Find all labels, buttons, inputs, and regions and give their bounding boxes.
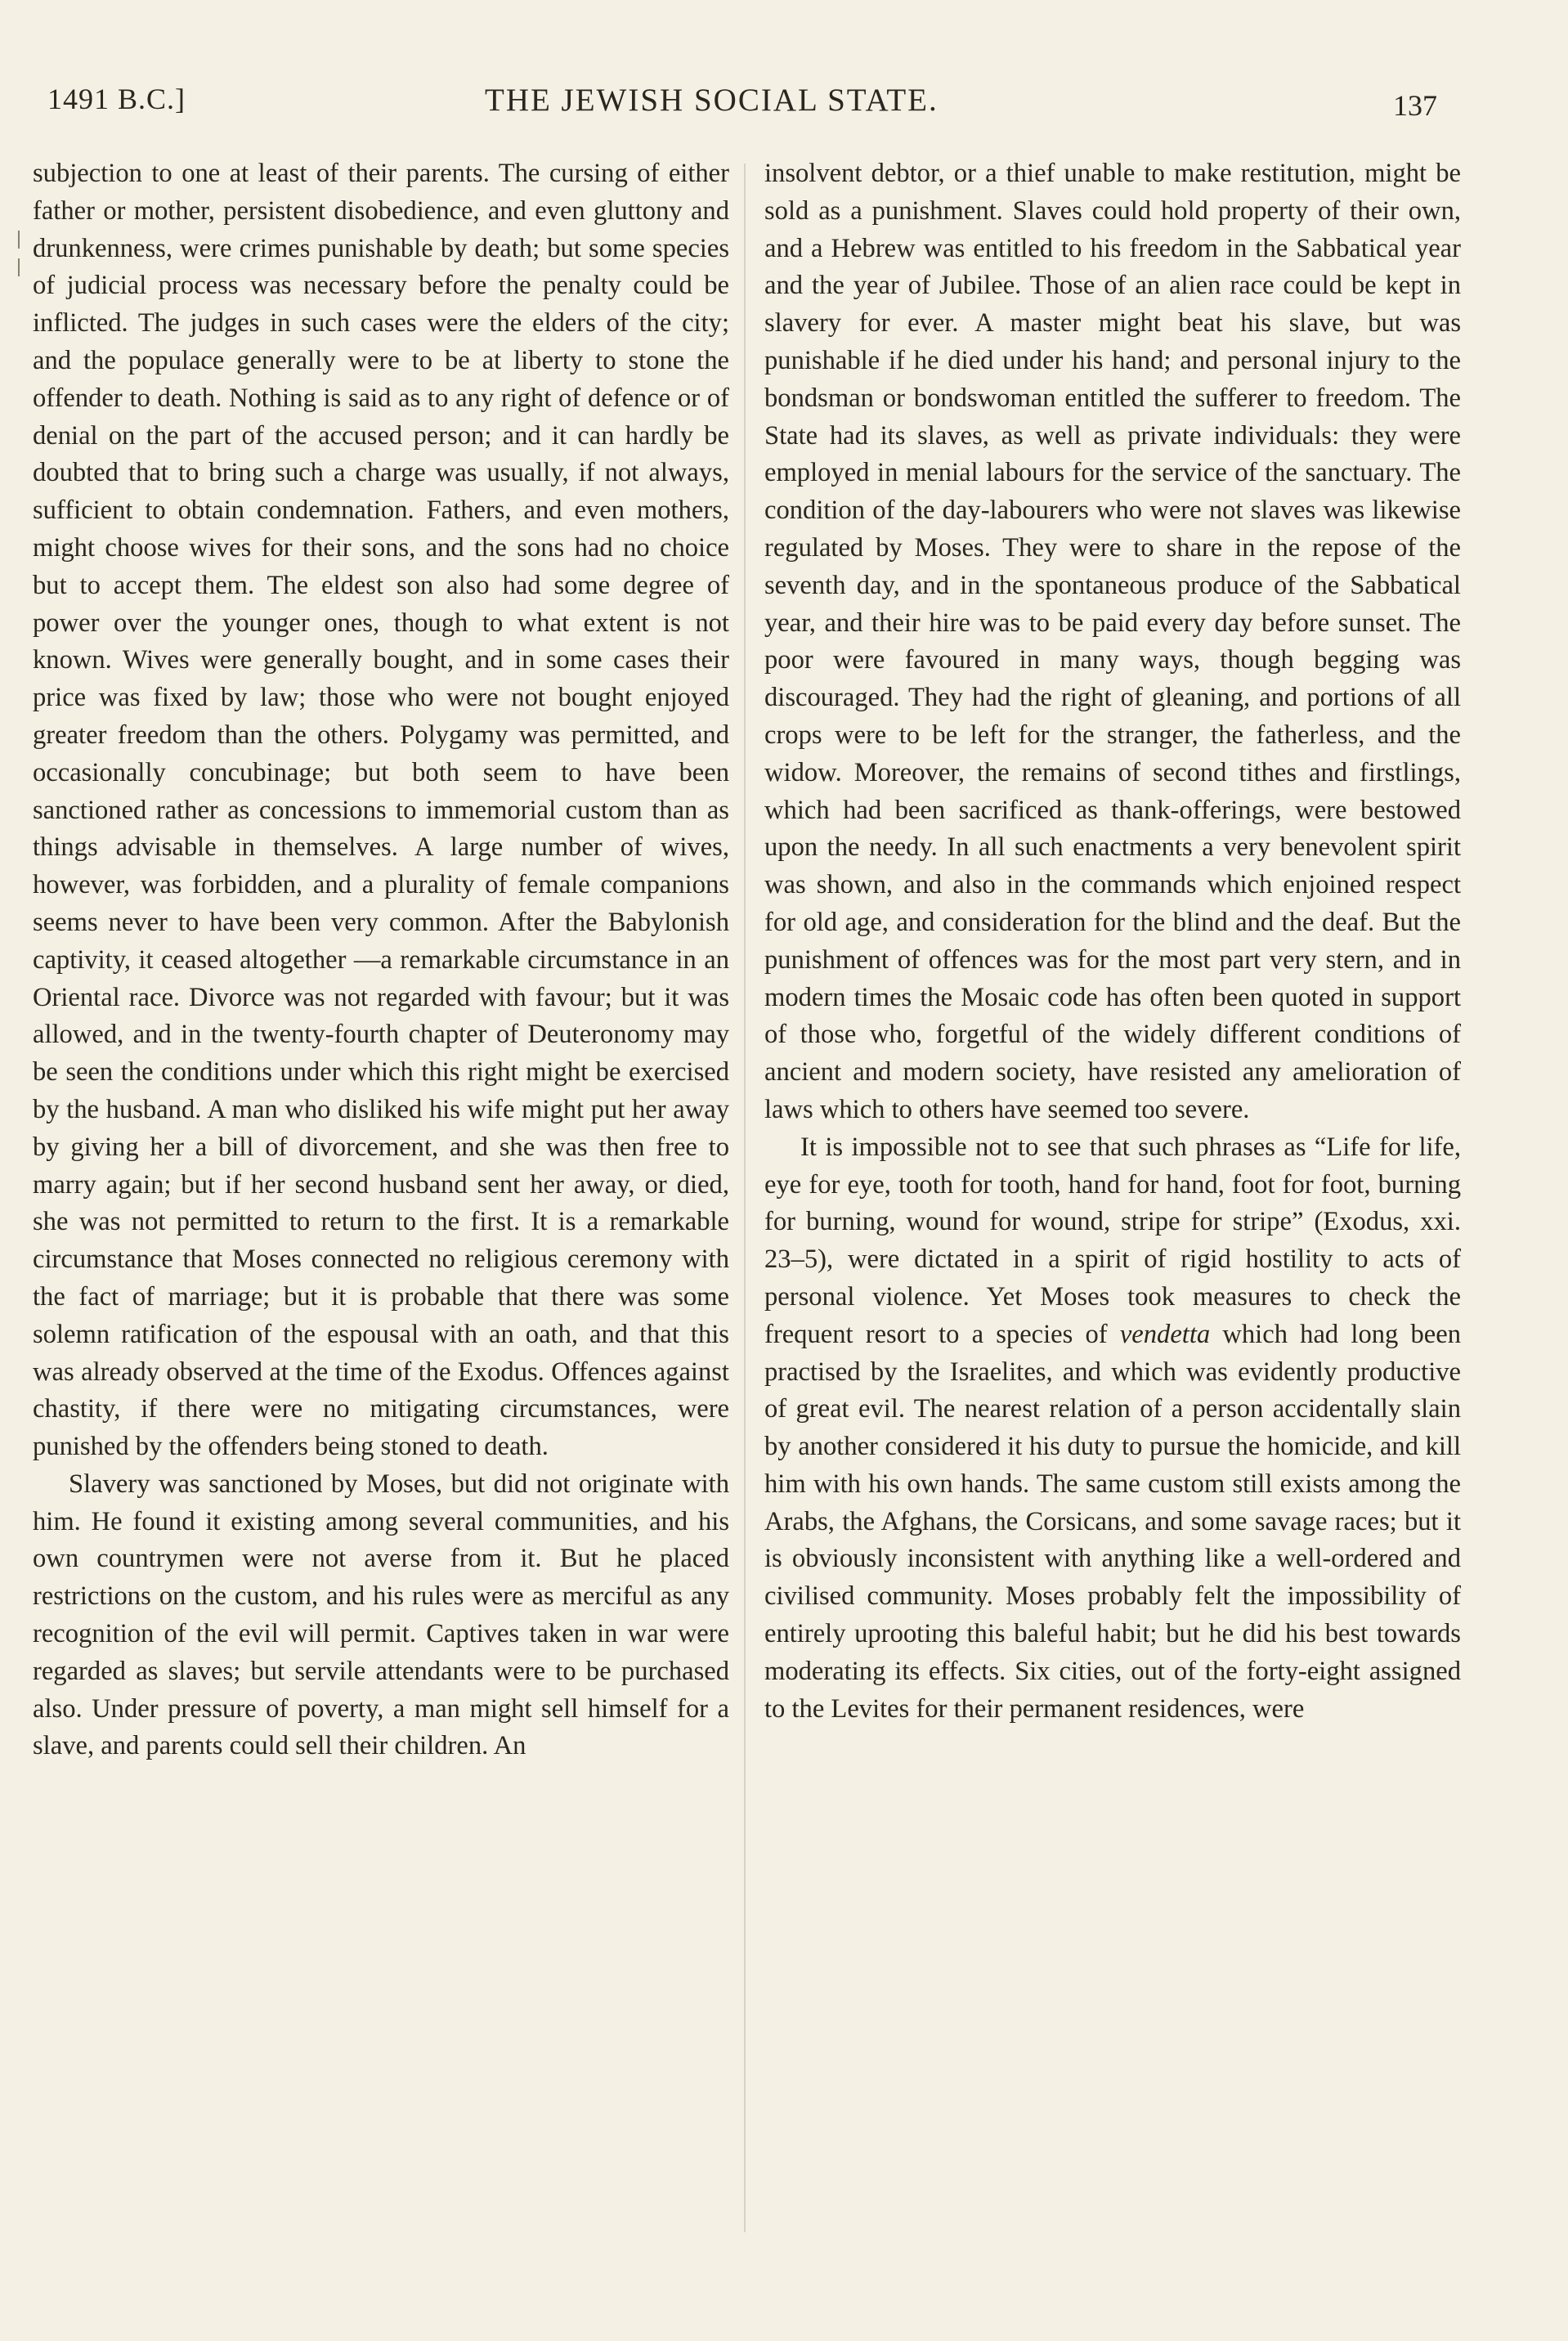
header-title: THE JEWISH SOCIAL STATE. [485,83,939,118]
left-column [33,155,729,1765]
margin-mark [18,231,20,249]
margin-mark [18,258,20,276]
right-column [764,155,1461,1728]
running-header [47,78,1437,128]
right-paragraph-2-text-a: It is impossible not to see that such phrases as “Life for life, eye for eye, tooth for tooth, hand for hand, foot for foot, burning for burning, wound for wound, stripe for stripe” (Exodus, xxi. 23–5), were dictated in a spirit of rigid hostility to acts of personal violence. Yet Moses took measures to check the frequent resort to a species of [764,1132,1461,1349]
right-paragraph-2 [764,1129,1461,1729]
column-divider [744,164,746,2232]
page-number: 137 [1393,89,1437,122]
left-paragraph-1: subjection to one at least of their parents. The cursing of either father or mother, persistent disobedience, and even gluttony and drunkenness, were crimes punishable by death; but some species of judicial process was necessary before the penalty could be inflicted. The judges in such cases were the elders of the city; and the populace generally were to be at liberty to stone the offender to death. Nothing is said as to any right of defence or of denial on the part of the accused person; and it can hardly be doubted that to bring such a charge was usually, if not always, sufficient to obtain condemnation. Fathers, and even mothers, might choose wives for their sons, and the sons had no choice but to accept them. The eldest son also had some degree of power over the younger ones, though to what extent is not known. Wives were generally bought, and in some cases their price was fixed by law; those who were not bought enjoyed greater freedom than the others. Polygamy was permitted, and occasionally concubinage; but both seem to have been sanctioned rather as concessions to immemorial custom than as things advisable in themselves. A large number of wives, however, was forbidden, and a plurality of female companions seems never to have been very common. After the Babylonish captivity, it ceased altogether —a remarkable circumstance in an Oriental race. Divorce was not regarded with favour; but it was allowed, and in the twenty-fourth chapter of Deuteronomy may be seen the conditions under which this right might be exercised by the husband. A man who disliked his wife might put her away by giving her a bill of divorcement, and she was then free to marry again; but if her second husband sent her away, or died, she was not permitted to return to the first. It is a remarkable circumstance that Moses connected no religious ceremony with the fact of marriage; but it is probable that there was some solemn ratification of the espousal with an oath, and that this was already observed at the time of the Exodus. Offences against chastity, if there were no mitigating circumstances, were punished by the offenders being stoned to death. [33,159,729,1462]
right-paragraph-2-text-b: which had long been practised by the Israelites, and which was evidently productive of great evil. The nearest relation of a person accidentally slain by another considered it his duty to pursue the homicide, and kill him with his own hands. The same custom still exists among the Arabs, the Afghans, the Corsicans, and some savage races; but it is obviously inconsistent with anything like a well-ordered and civilised community. Moses probably felt the impossibility of entirely uprooting this baleful habit; but he did his best towards moderating its effects. Six cities, out of the forty-eight assigned to the Levites for their permanent residences, were [764,1319,1461,1724]
italic-term-vendetta: vendetta [1119,1319,1211,1349]
left-paragraph-2: Slavery was sanctioned by Moses, but did not originate with him. He found it existing among several communities, and his own countrymen were not averse from it. But he placed restrictions on the custom, and his rules were as merciful as any recognition of the evil will permit. Captives taken in war were regarded as slaves; but servile attendants were to be purchased also. Under pressure of poverty, a man might sell himself for a slave, and parents could sell their children. An [33,1469,729,1761]
right-paragraph-1: insolvent debtor, or a thief unable to make restitution, might be sold as a punishment. Slaves could hold property of their own, and a Hebrew was entitled to his freedom in the Sabbatical year and the year of Jubilee. Those of an alien race could be kept in slavery for ever. A master might beat his slave, but was punishable if he died under his hand; and personal injury to the bondsman or bondswoman entitled the sufferer to freedom. The State had its slaves, as well as private individuals: they were employed in menial labours for the service of the sanctuary. The condition of the day-labourers who were not slaves was likewise regulated by Moses. They were to share in the repose of the seventh day, and in the spontaneous produce of the Sabbatical year, and their hire was to be paid every day before sunset. The poor were favoured in many ways, though begging was discouraged. They had the right of gleaning, and portions of all crops were to be left for the stranger, the fatherless, and the widow. Moreover, the remains of second tithes and firstlings, which had been sacrificed as thank-offerings, were bestowed upon the needy. In all such enactments a very benevolent spirit was shown, and also in the commands which enjoined respect for old age, and consideration for the blind and the deaf. But the punishment of offences was for the most part very stern, and in modern times the Mosaic code has often been quoted in support of those who, forgetful of the widely different conditions of ancient and modern society, have resisted any amelioration of laws which to others have seemed too severe. [764,159,1461,1124]
header-date: 1491 B.C.] [47,83,186,115]
